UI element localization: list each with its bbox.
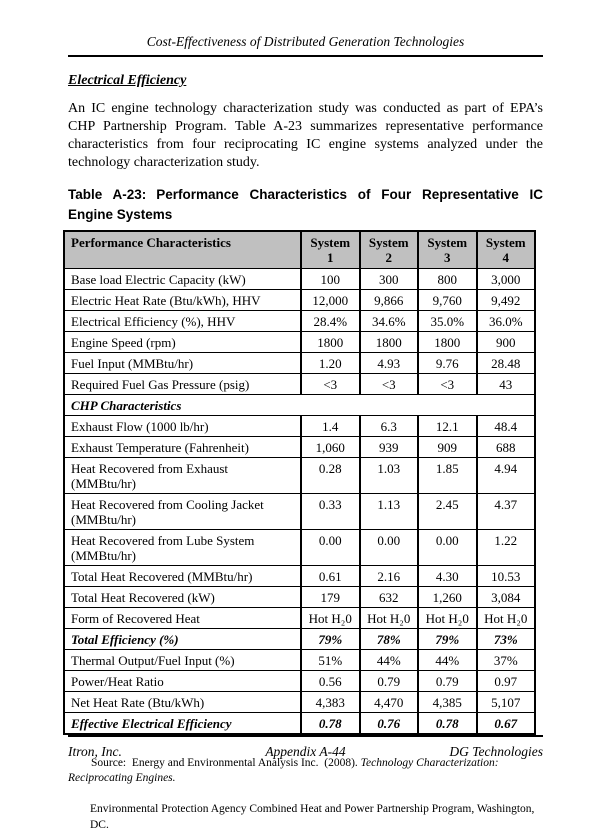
table-cell-label: Exhaust Flow (1000 lb/hr) (64, 416, 301, 437)
table-cell-value: 34.6% (360, 311, 419, 332)
table-cell-value: 36.0% (477, 311, 536, 332)
table-cell-value: 4,383 (301, 692, 360, 713)
table-cell-value: 1,060 (301, 437, 360, 458)
source-line-2: Environmental Protection Agency Combined Heat and Power Partnership Program, Washington, DC. (90, 803, 535, 831)
table-cell-value: 3,084 (477, 587, 536, 608)
table-cell-value: 4.94 (477, 458, 536, 494)
table-row (64, 494, 535, 530)
table-cell-label: Electrical Efficiency (%), HHV (64, 311, 301, 332)
table-cell-value: 0.67 (477, 713, 536, 735)
table-cell-value: 9,492 (477, 290, 536, 311)
table-row (64, 629, 535, 650)
footer-page-label: Appendix A-44 (265, 744, 346, 759)
table-cell-value: Hot H₂0 (418, 608, 477, 629)
table-cell-value: 0.78 (418, 713, 477, 735)
table-cell-value: 12.1 (418, 416, 477, 437)
column-header-system: System 1 (301, 231, 360, 269)
table-cell-value: 4.30 (418, 566, 477, 587)
table-cell-value: 4,385 (418, 692, 477, 713)
table-cell-value: 79% (418, 629, 477, 650)
table-row (64, 713, 535, 735)
performance-table-body (64, 269, 535, 735)
table-cell-value: 28.4% (301, 311, 360, 332)
table-cell-value: 1,260 (418, 587, 477, 608)
table-cell-value: 4.37 (477, 494, 536, 530)
table-row (64, 692, 535, 713)
table-row (64, 374, 535, 395)
table-cell-value: <3 (301, 374, 360, 395)
table-cell-label: CHP Characteristics (64, 395, 535, 416)
table-cell-value: 0.79 (418, 671, 477, 692)
table-cell-value: 0.00 (418, 530, 477, 566)
table-cell-value: 79% (301, 629, 360, 650)
table-cell-value: 909 (418, 437, 477, 458)
table-cell-value: 9.76 (418, 353, 477, 374)
table-cell-value: 688 (477, 437, 536, 458)
table-cell-label: Total Heat Recovered (MMBtu/hr) (64, 566, 301, 587)
table-header-row (64, 231, 535, 269)
table-title-label: Table A-23: (68, 187, 147, 202)
table-cell-value: <3 (418, 374, 477, 395)
table-row (64, 650, 535, 671)
table-cell-value: Hot H₂0 (360, 608, 419, 629)
table-cell-value: 100 (301, 269, 360, 290)
table-cell-value: 9,866 (360, 290, 419, 311)
table-cell-value: 1.13 (360, 494, 419, 530)
table-cell-value: 44% (418, 650, 477, 671)
table-cell-label: Heat Recovered from Lube System (MMBtu/hr) (64, 530, 301, 566)
table-cell-value: 0.00 (360, 530, 419, 566)
running-header-title: Cost-Effectiveness of Distributed Generation Technologies (146, 34, 465, 49)
table-cell-label: Net Heat Rate (Btu/kWh) (64, 692, 301, 713)
table-cell-value: 1800 (301, 332, 360, 353)
table-row (64, 530, 535, 566)
table-row (64, 671, 535, 692)
running-header (68, 34, 543, 57)
table-cell-value: 5,107 (477, 692, 536, 713)
table-cell-value: 37% (477, 650, 536, 671)
section-heading: Electrical Efficiency (68, 73, 187, 88)
table-cell-label: Base load Electric Capacity (kW) (64, 269, 301, 290)
table-cell-label: Fuel Input (MMBtu/hr) (64, 353, 301, 374)
table-cell-label: Required Fuel Gas Pressure (psig) (64, 374, 301, 395)
table-cell-value: 28.48 (477, 353, 536, 374)
table-cell-value: 1800 (418, 332, 477, 353)
table-cell-value: 12,000 (301, 290, 360, 311)
intro-paragraph: An IC engine technology characterization study was conducted as part of EPA’s CHP Partnership Program. Table A-23 summarizes representative performance characteristics from four reciprocating IC engine systems analyzed under the technology characterization study. (68, 101, 543, 170)
table-cell-value: 1.85 (418, 458, 477, 494)
table-cell-label: Heat Recovered from Cooling Jacket (MMBtu/hr) (64, 494, 301, 530)
table-cell-label: Thermal Output/Fuel Input (%) (64, 650, 301, 671)
table-cell-value: 51% (301, 650, 360, 671)
table-cell-value: 0.56 (301, 671, 360, 692)
table-cell-label: Engine Speed (rpm) (64, 332, 301, 353)
table-row (64, 566, 535, 587)
column-header-system: System 3 (418, 231, 477, 269)
table-cell-label: Total Efficiency (%) (64, 629, 301, 650)
table-cell-value: 2.16 (360, 566, 419, 587)
footer-section: DG Technologies (449, 744, 543, 759)
table-cell-label: Total Heat Recovered (kW) (64, 587, 301, 608)
table-cell-value: 900 (477, 332, 536, 353)
table-cell-value: 1.4 (301, 416, 360, 437)
table-cell-value: 43 (477, 374, 536, 395)
table-row (64, 290, 535, 311)
table-cell-label: Form of Recovered Heat (64, 608, 301, 629)
table-row (64, 587, 535, 608)
performance-table (63, 230, 536, 735)
table-cell-value: 6.3 (360, 416, 419, 437)
table-cell-value: Hot H₂0 (301, 608, 360, 629)
table-row (64, 395, 535, 416)
table-row (64, 608, 535, 629)
table-cell-label: Exhaust Temperature (Fahrenheit) (64, 437, 301, 458)
table-cell-value: 10.53 (477, 566, 536, 587)
table-row (64, 332, 535, 353)
table-cell-value: 0.76 (360, 713, 419, 735)
table-cell-value: 0.97 (477, 671, 536, 692)
table-cell-value: 35.0% (418, 311, 477, 332)
table-cell-value: 1.03 (360, 458, 419, 494)
table-title-text: Performance Characteristics of Four Representative IC Engine Systems (68, 187, 544, 222)
table-cell-value: 632 (360, 587, 419, 608)
table-cell-value: 800 (418, 269, 477, 290)
table-cell-value: 2.45 (418, 494, 477, 530)
table-cell-value: 179 (301, 587, 360, 608)
table-cell-value: <3 (360, 374, 419, 395)
column-header-system: System 4 (477, 231, 536, 269)
column-header-label: Performance Characteristics (64, 231, 301, 269)
table-title (68, 185, 543, 225)
table-cell-value: 0.79 (360, 671, 419, 692)
table-cell-label: Electric Heat Rate (Btu/kWh), HHV (64, 290, 301, 311)
table-row (64, 437, 535, 458)
table-cell-value: 0.00 (301, 530, 360, 566)
page-footer (68, 735, 543, 760)
table-cell-value: 300 (360, 269, 419, 290)
table-cell-value: 48.4 (477, 416, 536, 437)
table-cell-value: 1800 (360, 332, 419, 353)
table-cell-value: 1.20 (301, 353, 360, 374)
table-cell-value: Hot H₂0 (477, 608, 536, 629)
table-cell-value: 78% (360, 629, 419, 650)
table-row (64, 416, 535, 437)
table-row (64, 311, 535, 332)
table-row (64, 269, 535, 290)
table-cell-value: 0.78 (301, 713, 360, 735)
table-cell-label: Power/Heat Ratio (64, 671, 301, 692)
table-cell-value: 939 (360, 437, 419, 458)
source-prefix: Source: Energy and Environmental Analysis Inc. (2008). (91, 756, 361, 769)
table-cell-value: 0.61 (301, 566, 360, 587)
footer-company: Itron, Inc. (68, 744, 122, 759)
table-cell-value: 73% (477, 629, 536, 650)
table-cell-value: 4.93 (360, 353, 419, 374)
table-row (64, 353, 535, 374)
table-cell-value: 0.28 (301, 458, 360, 494)
table-cell-value: 1.22 (477, 530, 536, 566)
table-cell-value: 4,470 (360, 692, 419, 713)
table-cell-value: 44% (360, 650, 419, 671)
table-row (64, 458, 535, 494)
table-cell-label: Effective Electrical Efficiency (64, 713, 301, 735)
table-cell-label: Heat Recovered from Exhaust (MMBtu/hr) (64, 458, 301, 494)
source-citation-title: Technology Characterization: Reciprocating Engines. (68, 756, 505, 784)
table-cell-value: 0.33 (301, 494, 360, 530)
table-cell-value: 9,760 (418, 290, 477, 311)
table-cell-value: 3,000 (477, 269, 536, 290)
column-header-system: System 2 (360, 231, 419, 269)
